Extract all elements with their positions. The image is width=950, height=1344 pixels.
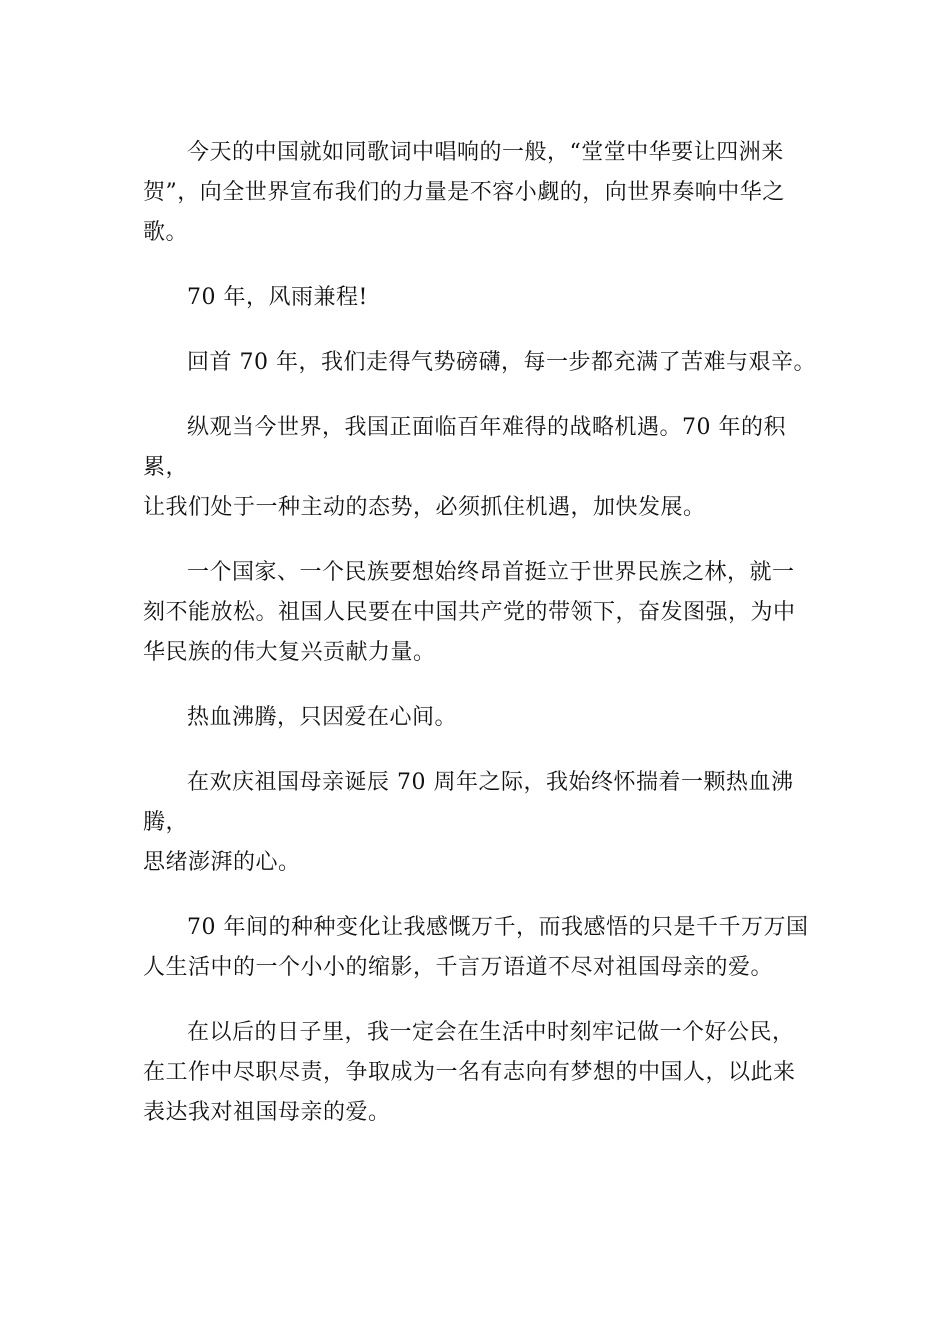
paragraph — [143, 698, 823, 738]
paragraph-line: 贺”，向全世界宣布我们的力量是不容小觑的，向世界奏响中华之 — [143, 180, 785, 205]
paragraph-line: 思绪澎湃的心。 — [143, 850, 301, 875]
paragraph-line: 纵观当今世界，我国正面临百年难得的战略机遇。70 年的积累， — [143, 415, 786, 480]
paragraph-line: 歌。 — [143, 220, 189, 245]
paragraph — [143, 1013, 823, 1133]
paragraph-line: 今天的中国就如同歌词中唱响的一般，“堂堂中华要让四洲来 — [187, 140, 784, 165]
paragraph — [143, 553, 823, 673]
paragraph — [143, 763, 823, 883]
paragraph-line: 热血沸腾，只因爱在心间。 — [187, 705, 458, 730]
paragraph-line: 一个国家、一个民族要想始终昂首挺立于世界民族之林，就一 — [187, 560, 795, 585]
paragraph — [143, 343, 823, 383]
document-body — [143, 133, 823, 1158]
paragraph — [143, 408, 823, 528]
paragraph-line: 让我们处于一种主动的态势，必须抓住机遇，加快发展。 — [143, 495, 706, 520]
paragraph — [143, 133, 823, 253]
paragraph — [143, 278, 823, 318]
paragraph-line: 在以后的日子里，我一定会在生活中时刻牢记做一个好公民， — [187, 1020, 795, 1045]
paragraph-line: 在欢庆祖国母亲诞辰 70 周年之际，我始终怀揣着一颗热血沸腾， — [143, 770, 794, 835]
paragraph-line: 回首 70 年，我们走得气势磅礴，每一步都充满了苦难与艰辛。 — [187, 350, 816, 375]
paragraph-line: 70 年间的种种变化让我感慨万千，而我感悟的只是千千万万国 — [187, 915, 809, 940]
paragraph-line: 在工作中尽职尽责，争取成为一名有志向有梦想的中国人，以此来 — [143, 1060, 796, 1085]
paragraph-line: 人生活中的一个小小的缩影，千言万语道不尽对祖国母亲的爱。 — [143, 955, 774, 980]
paragraph — [143, 908, 823, 988]
paragraph-line: 表达我对祖国母亲的爱。 — [143, 1100, 391, 1125]
paragraph-line: 华民族的伟大复兴贡献力量。 — [143, 640, 436, 665]
paragraph-line: 70 年，风雨兼程! — [187, 285, 368, 310]
paragraph-line: 刻不能放松。祖国人民要在中国共产党的带领下，奋发图强，为中 — [143, 600, 796, 625]
